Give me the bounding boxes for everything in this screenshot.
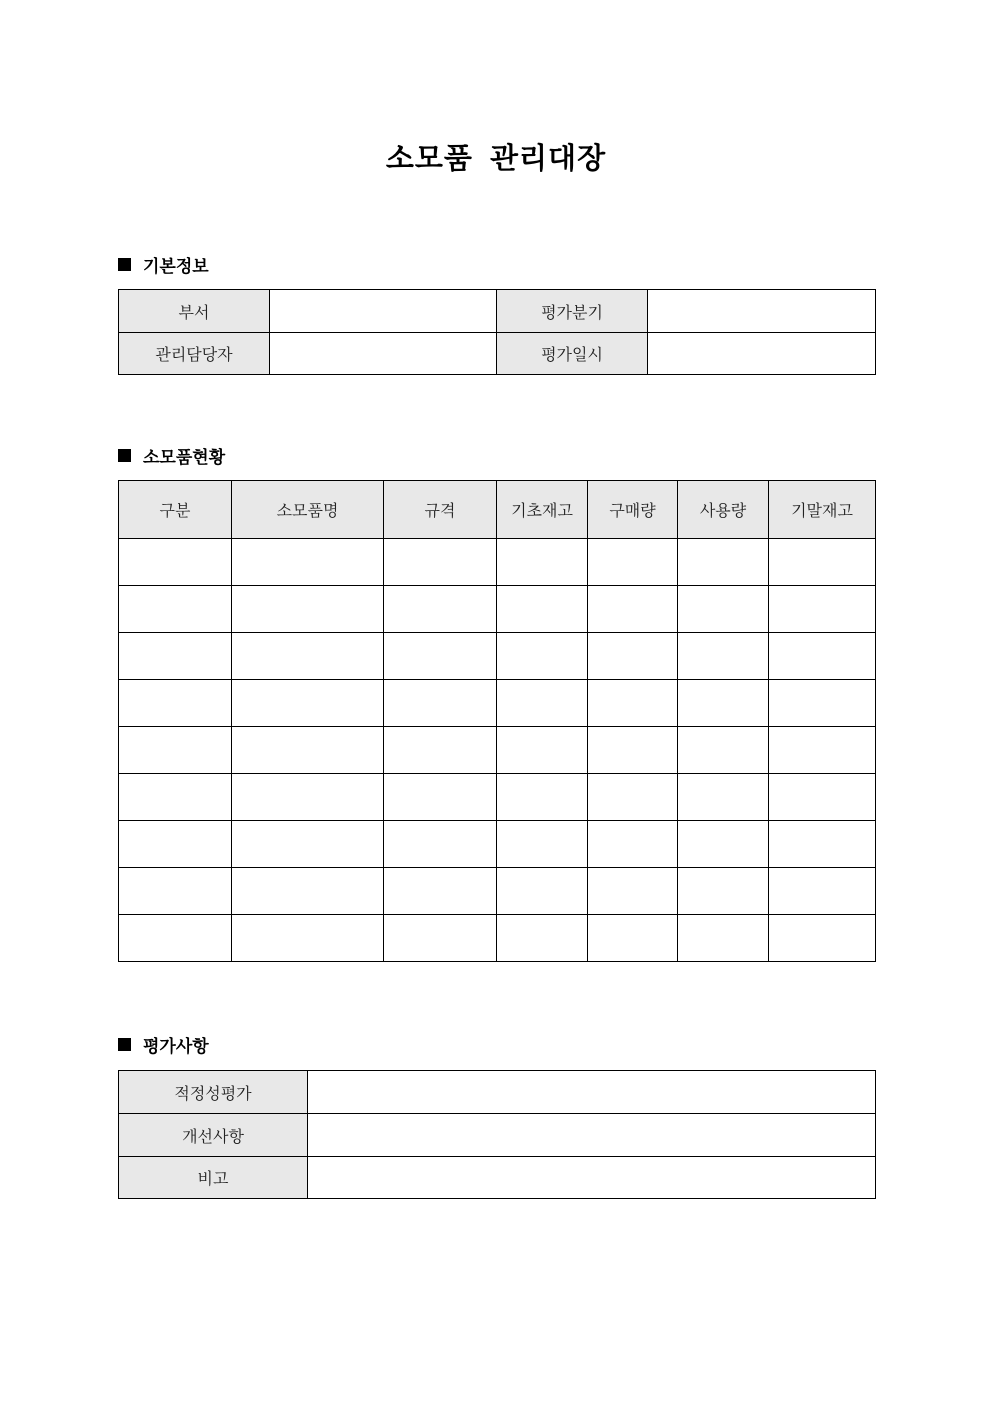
table-cell[interactable] [119, 915, 232, 962]
section-heading-evaluation [118, 1032, 209, 1056]
table-header-row [119, 481, 876, 539]
page-title: 소모품 관리대장 [385, 141, 607, 175]
table-row [119, 868, 876, 915]
manager-field[interactable] [270, 333, 497, 375]
table-cell[interactable] [769, 821, 876, 868]
table-cell[interactable] [232, 821, 384, 868]
improvement-field[interactable] [308, 1114, 876, 1157]
table-cell[interactable] [588, 680, 678, 727]
department-label: 부서 [119, 290, 270, 333]
table-cell[interactable] [497, 915, 588, 962]
square-bullet-icon [118, 258, 131, 271]
table-cell[interactable] [497, 727, 588, 774]
table-row [119, 586, 876, 633]
table-cell[interactable] [119, 680, 232, 727]
table-cell[interactable] [384, 633, 497, 680]
table-cell[interactable] [384, 586, 497, 633]
table-cell[interactable] [497, 774, 588, 821]
table-cell[interactable] [232, 539, 384, 586]
column-header-category: 구분 [119, 481, 232, 539]
table-cell[interactable] [384, 915, 497, 962]
table-row [119, 915, 876, 962]
table-cell[interactable] [678, 680, 769, 727]
section-heading-basic [118, 252, 209, 276]
section-heading-status [118, 443, 225, 467]
manager-label: 관리담당자 [119, 333, 270, 375]
column-header-used: 사용량 [678, 481, 769, 539]
table-cell[interactable] [119, 821, 232, 868]
table-cell[interactable] [232, 774, 384, 821]
table-cell[interactable] [678, 915, 769, 962]
table-cell[interactable] [769, 774, 876, 821]
table-cell[interactable] [678, 633, 769, 680]
table-cell[interactable] [232, 633, 384, 680]
table-cell[interactable] [678, 774, 769, 821]
table-row [119, 680, 876, 727]
table-cell[interactable] [497, 539, 588, 586]
table-cell[interactable] [678, 586, 769, 633]
table-cell[interactable] [384, 868, 497, 915]
table-cell[interactable] [497, 633, 588, 680]
table-row [119, 727, 876, 774]
table-cell[interactable] [588, 821, 678, 868]
table-cell[interactable] [497, 586, 588, 633]
basic-info-table [118, 289, 876, 375]
table-cell[interactable] [588, 868, 678, 915]
improvement-label: 개선사항 [119, 1114, 308, 1157]
table-cell[interactable] [769, 727, 876, 774]
table-cell[interactable] [384, 774, 497, 821]
section-heading-label: 기본정보 [143, 256, 209, 277]
table-cell[interactable] [588, 539, 678, 586]
column-header-purchased: 구매량 [588, 481, 678, 539]
table-cell[interactable] [119, 774, 232, 821]
table-cell[interactable] [588, 586, 678, 633]
column-header-opening-stock: 기초재고 [497, 481, 588, 539]
table-row [119, 821, 876, 868]
table-cell[interactable] [384, 727, 497, 774]
remarks-label: 비고 [119, 1157, 308, 1199]
remarks-field[interactable] [308, 1157, 876, 1199]
quarter-field[interactable] [648, 290, 876, 333]
table-cell[interactable] [588, 915, 678, 962]
table-cell[interactable] [232, 586, 384, 633]
table-cell[interactable] [678, 868, 769, 915]
table-cell[interactable] [588, 633, 678, 680]
table-cell[interactable] [232, 727, 384, 774]
table-cell[interactable] [384, 821, 497, 868]
table-cell[interactable] [769, 915, 876, 962]
column-header-spec: 규격 [384, 481, 497, 539]
table-row [119, 539, 876, 586]
date-field[interactable] [648, 333, 876, 375]
adequacy-label: 적정성평가 [119, 1071, 308, 1114]
table-cell[interactable] [497, 680, 588, 727]
column-header-closing-stock: 기말재고 [769, 481, 876, 539]
table-cell[interactable] [769, 680, 876, 727]
table-cell[interactable] [119, 868, 232, 915]
table-cell[interactable] [232, 680, 384, 727]
consumables-table [118, 480, 876, 962]
table-cell[interactable] [119, 586, 232, 633]
square-bullet-icon [118, 449, 131, 462]
table-cell[interactable] [769, 539, 876, 586]
table-cell[interactable] [232, 868, 384, 915]
table-cell[interactable] [497, 868, 588, 915]
table-cell[interactable] [678, 821, 769, 868]
column-header-item-name: 소모품명 [232, 481, 384, 539]
table-cell[interactable] [497, 821, 588, 868]
date-label: 평가일시 [497, 333, 648, 375]
table-cell[interactable] [232, 915, 384, 962]
table-cell[interactable] [588, 774, 678, 821]
section-heading-label: 평가사항 [143, 1036, 209, 1057]
table-cell[interactable] [384, 680, 497, 727]
quarter-label: 평가분기 [497, 290, 648, 333]
table-cell[interactable] [769, 633, 876, 680]
table-cell[interactable] [119, 539, 232, 586]
table-cell[interactable] [769, 586, 876, 633]
table-cell[interactable] [678, 539, 769, 586]
evaluation-table [118, 1070, 876, 1199]
table-row [119, 774, 876, 821]
table-cell[interactable] [119, 727, 232, 774]
table-cell[interactable] [678, 727, 769, 774]
department-field[interactable] [270, 290, 497, 333]
table-cell[interactable] [384, 539, 497, 586]
section-heading-label: 소모품현황 [143, 447, 226, 468]
square-bullet-icon [118, 1038, 131, 1051]
table-cell[interactable] [588, 727, 678, 774]
table-cell[interactable] [119, 633, 232, 680]
table-cell[interactable] [769, 868, 876, 915]
table-row [119, 633, 876, 680]
adequacy-field[interactable] [308, 1071, 876, 1114]
